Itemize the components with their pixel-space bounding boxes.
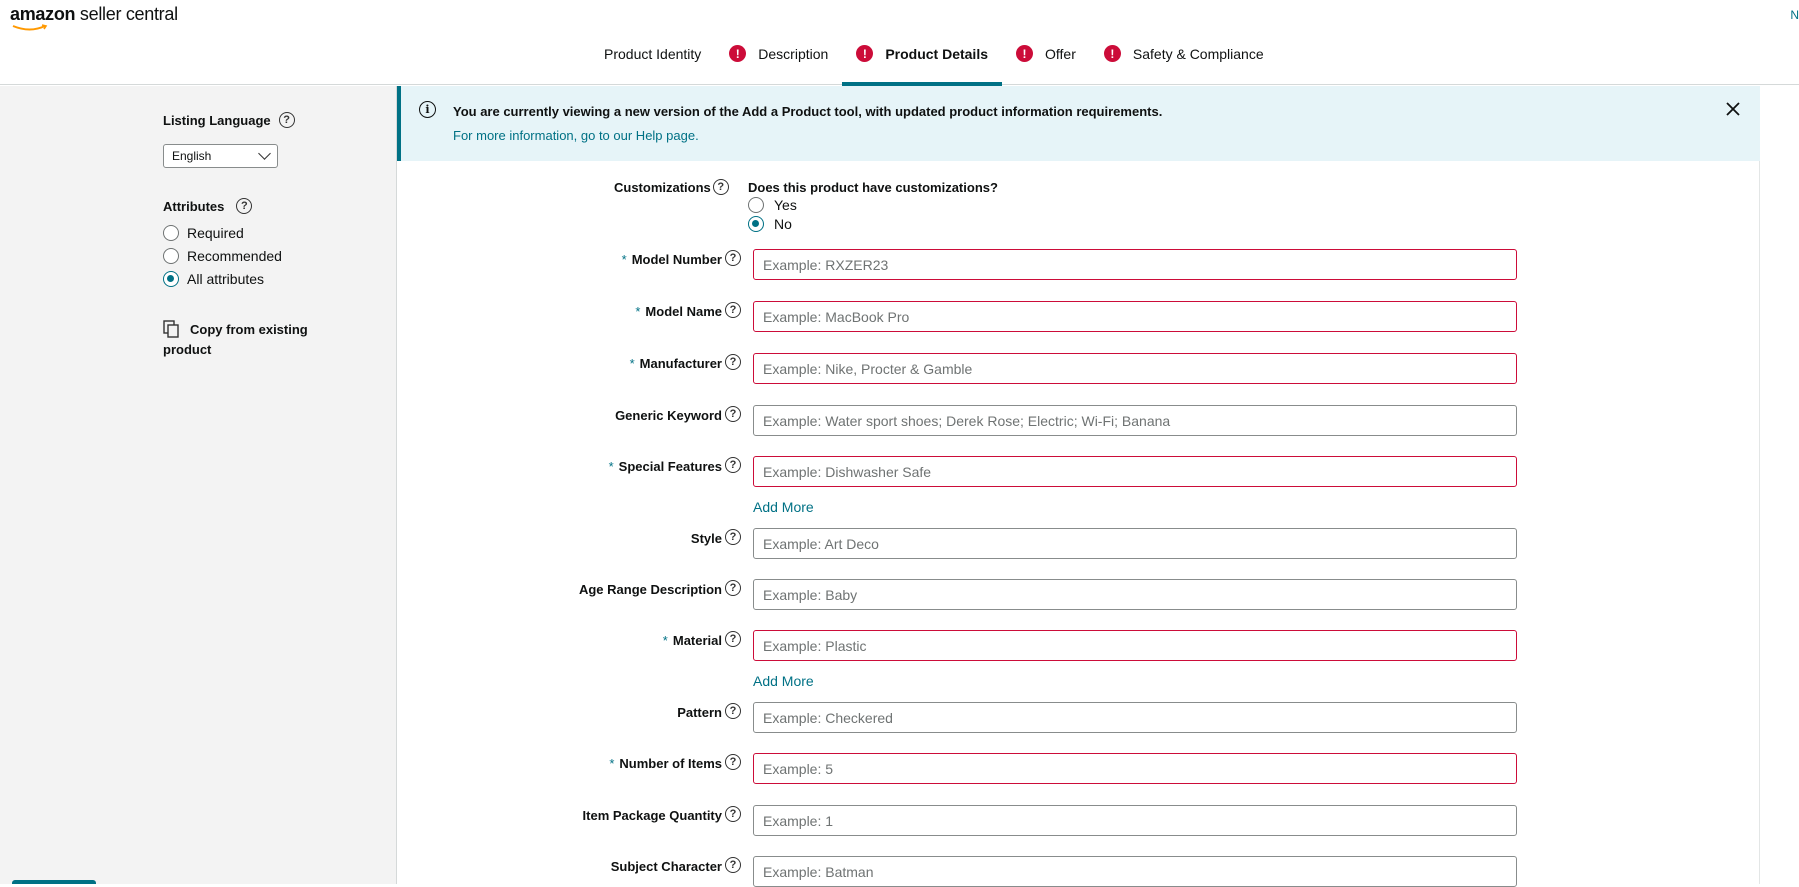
tab-description[interactable]	[715, 38, 842, 85]
banner-message: You are currently viewing a new version of the Add a Product tool, with updated product information requirements.	[453, 104, 1163, 119]
label-text: Age Range Description	[578, 582, 722, 597]
generic-keyword-label	[615, 408, 722, 423]
model-name-input[interactable]	[753, 301, 1517, 332]
info-icon: i	[419, 101, 436, 118]
feedback-tab[interactable]	[12, 880, 96, 884]
amazon-seller-central-logo[interactable]	[10, 4, 178, 25]
attribute-filter-all[interactable]	[163, 271, 264, 287]
customizations-label-text: Customizations	[614, 179, 711, 195]
attributes-heading	[163, 198, 252, 214]
number-of-items-input[interactable]	[753, 753, 1517, 784]
model-number-label: * Model Number	[621, 252, 722, 267]
tab-safety-compliance[interactable]	[1090, 38, 1278, 85]
item-package-quantity-label	[583, 808, 722, 823]
error-alert-icon: !	[856, 45, 873, 62]
radio-label: No	[774, 216, 792, 232]
label-text: Material	[672, 633, 722, 648]
attributes-label: Attributes	[163, 198, 225, 214]
radio-button[interactable]	[748, 197, 764, 213]
copy-icon	[163, 320, 180, 338]
error-alert-icon: !	[1016, 45, 1033, 62]
help-icon[interactable]: ?	[725, 457, 741, 473]
sidebar	[0, 86, 397, 884]
listing-language-heading	[163, 112, 295, 128]
label-text: Generic Keyword	[615, 408, 722, 423]
help-icon[interactable]: ?	[713, 179, 729, 195]
help-icon[interactable]: ?	[725, 703, 741, 719]
label-text: Model Name	[645, 304, 722, 319]
manufacturer-label: * Manufacturer	[629, 356, 722, 371]
error-alert-icon: !	[1104, 45, 1121, 62]
age-range-description-input[interactable]	[753, 579, 1517, 610]
number-of-items-label: * Number of Items	[609, 756, 722, 771]
help-icon[interactable]: ?	[725, 250, 741, 266]
help-icon[interactable]: ?	[236, 198, 252, 214]
help-icon[interactable]: ?	[725, 631, 741, 647]
chevron-down-icon	[258, 147, 271, 160]
radio-button[interactable]	[163, 225, 179, 241]
language-select[interactable]	[163, 144, 278, 168]
style-label	[691, 531, 722, 546]
label-text: Pattern	[677, 705, 722, 720]
customizations-label	[614, 179, 729, 195]
radio-label: Required	[187, 225, 244, 241]
tab-label: Safety & Compliance	[1132, 46, 1264, 62]
subject-character-label	[611, 859, 722, 874]
error-alert-icon: !	[729, 45, 746, 62]
listing-language-label: Listing Language	[163, 112, 271, 128]
label-text: Special Features	[618, 459, 722, 474]
subject-character-input[interactable]	[753, 856, 1517, 887]
material-add-more-link[interactable]: Add More	[753, 673, 814, 689]
model-name-label: * Model Name	[635, 304, 722, 319]
close-icon[interactable]	[1724, 100, 1742, 118]
tab-label: Description	[758, 46, 829, 62]
help-icon[interactable]: ?	[725, 302, 741, 318]
radio-label: All attributes	[187, 271, 265, 287]
item-package-quantity-input[interactable]	[753, 805, 1517, 836]
tab-label: Product Identity	[604, 46, 702, 62]
radio-label: Yes	[774, 197, 797, 213]
help-icon[interactable]: ?	[725, 806, 741, 822]
customizations-yes[interactable]	[748, 197, 797, 213]
help-icon[interactable]: ?	[725, 754, 741, 770]
customizations-no[interactable]	[748, 216, 792, 232]
material-label: * Material	[662, 633, 722, 648]
workflow-tabs	[590, 38, 1278, 85]
label-text: Item Package Quantity	[582, 808, 722, 823]
radio-button-selected[interactable]	[748, 216, 764, 232]
label-text: Model Number	[631, 252, 722, 267]
label-text: Manufacturer	[639, 356, 722, 371]
material-input[interactable]	[753, 630, 1517, 661]
style-input[interactable]	[753, 528, 1517, 559]
age-range-description-label	[579, 582, 722, 597]
generic-keyword-input[interactable]	[753, 405, 1517, 436]
help-icon[interactable]: ?	[725, 529, 741, 545]
attribute-filter-required[interactable]	[163, 225, 244, 241]
model-number-input[interactable]	[753, 249, 1517, 280]
help-icon[interactable]: ?	[725, 580, 741, 596]
info-banner	[397, 86, 1760, 161]
copy-from-existing-product[interactable]	[163, 320, 323, 360]
attribute-filter-recommended[interactable]	[163, 248, 282, 264]
special-features-label: * Special Features	[608, 459, 722, 474]
tab-product-identity[interactable]	[590, 38, 715, 85]
logo-brand: amazon	[10, 4, 76, 24]
label-text: Style	[690, 531, 722, 546]
help-icon[interactable]: ?	[725, 857, 741, 873]
radio-button[interactable]	[163, 248, 179, 264]
logo-product: seller central	[79, 4, 178, 24]
manufacturer-input[interactable]	[753, 353, 1517, 384]
top-bar	[0, 0, 1799, 85]
language-select-value: English	[172, 149, 212, 163]
header-edge-text[interactable]: N	[1790, 8, 1799, 22]
customizations-question: Does this product have customizations?	[748, 180, 998, 195]
copy-label: Copy from existing product	[163, 322, 308, 357]
help-icon[interactable]: ?	[725, 406, 741, 422]
pattern-input[interactable]	[753, 702, 1517, 733]
radio-button-selected[interactable]	[163, 271, 179, 287]
label-text: Number of Items	[619, 756, 722, 771]
help-icon[interactable]: ?	[725, 354, 741, 370]
amazon-smile-icon	[12, 24, 50, 32]
radio-label: Recommended	[187, 248, 282, 264]
help-icon[interactable]: ?	[279, 112, 295, 128]
tab-product-details[interactable]	[842, 38, 1002, 85]
special-features-add-more-link[interactable]: Add More	[753, 499, 814, 515]
special-features-input[interactable]	[753, 456, 1517, 487]
label-text: Subject Character	[610, 859, 722, 874]
help-page-link[interactable]: For more information, go to our Help page.	[453, 128, 699, 143]
tab-label: Offer	[1045, 46, 1076, 62]
pattern-label	[677, 705, 722, 720]
tab-offer[interactable]	[1002, 38, 1090, 85]
tab-label: Product Details	[885, 46, 989, 62]
